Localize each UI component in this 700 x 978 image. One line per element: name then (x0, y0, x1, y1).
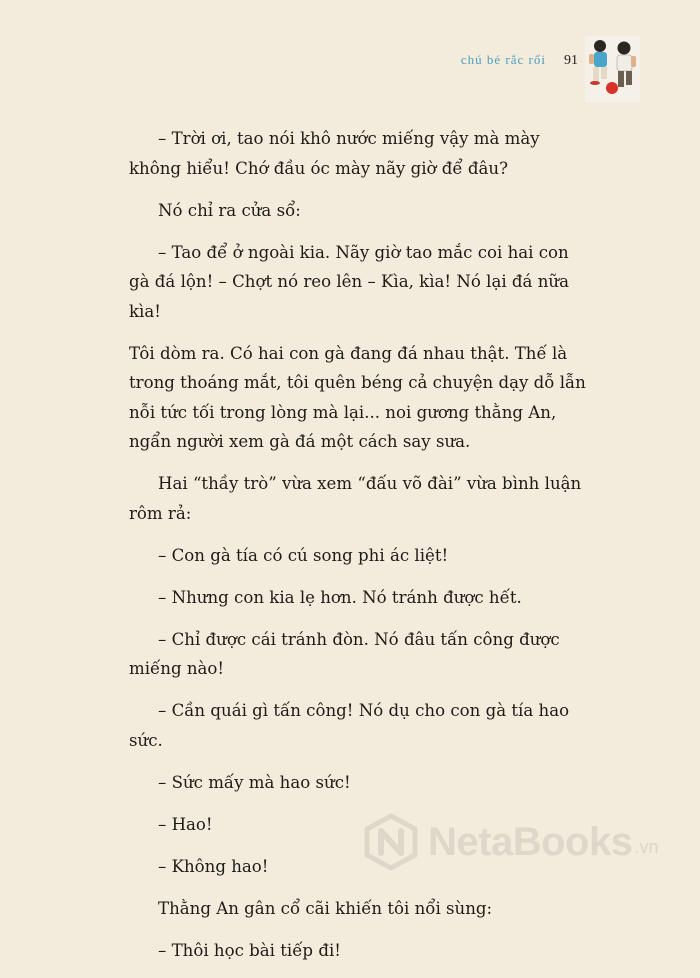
paragraph: – Chỉ được cái tránh đòn. Nó đâu tấn công được miếng nào! (129, 629, 560, 678)
netabooks-logo-icon (362, 813, 420, 871)
page-number: 91 (564, 53, 578, 68)
paragraph: Tôi dòm ra. Có hai con gà đang đá nhau thật. Thế là trong thoáng mắt, tôi quên béng cả chuyện dạy dỗ lẫn nỗi tức tối trong lòng mà lại... noi gương thằng An, ngẩn người xem gà đá một cách say sưa. (129, 343, 586, 451)
boys-playing-ball-illustration (585, 36, 640, 102)
paragraph: Hai “thầy trò” vừa xem “đấu võ đài” vừa bình luận rôm rả: (129, 474, 582, 523)
paragraph: – Sức mấy mà hao sức! (158, 772, 351, 792)
watermark-text: NetaBooks (428, 819, 633, 864)
paragraph: – Không hao! (158, 856, 269, 876)
paragraph: – Thôi học bài tiếp đi! (158, 940, 341, 960)
paragraph: – Nhưng con kia lẹ hơn. Nó tránh được hết. (158, 587, 522, 607)
paragraph: Thằng An gân cổ cãi khiến tôi nổi sùng: (158, 898, 493, 918)
paragraph: Nó chỉ ra cửa sổ: (158, 200, 301, 220)
paragraph: – Hao! (158, 814, 213, 834)
paragraph: – Con gà tía có cú song phi ác liệt! (158, 545, 449, 565)
page-header (461, 52, 578, 69)
netabooks-watermark (362, 812, 658, 872)
running-title: chú bé rắc rối (460, 52, 546, 67)
paragraph: – Cần quái gì tấn công! Nó dụ cho con gà tía hao sức. (129, 701, 570, 750)
watermark-suffix: .vn (634, 837, 659, 857)
paragraph: – Trời ơi, tao nói khô nước miếng vậy mà mày không hiểu! Chớ đầu óc mày nãy giờ để đâu? (129, 129, 540, 178)
paragraph: – Tao để ở ngoài kia. Nãy giờ tao mắc coi hai con gà đá lộn! – Chợt nó reo lên – Kìa, kìa! Nó lại đá nữa kìa! (129, 242, 569, 321)
